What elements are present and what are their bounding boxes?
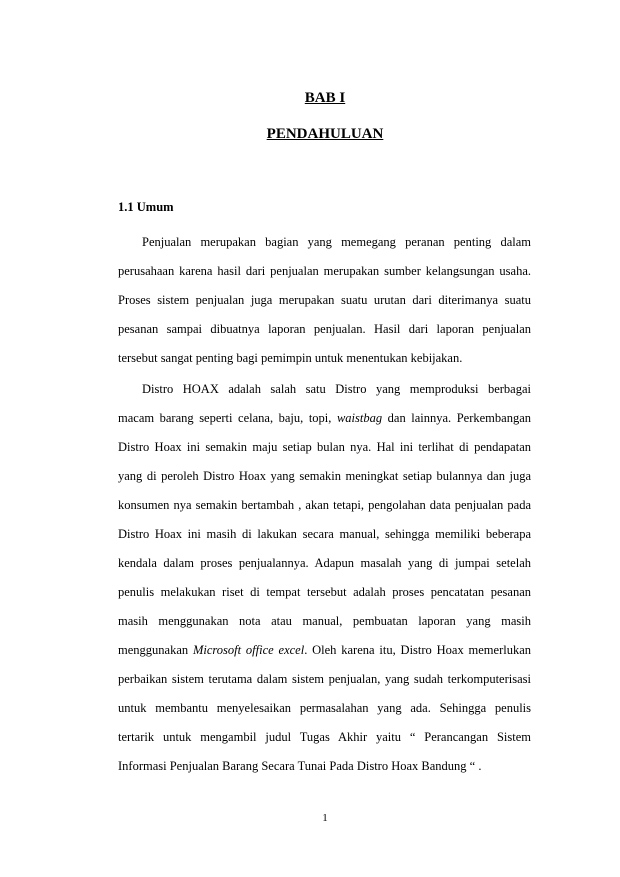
paragraph-1: [118, 228, 531, 373]
paragraph-line: tertarik untuk mengambil judul Tugas Akhir yaitu “ Perancangan Sistem: [118, 730, 531, 744]
paragraph-line: yang di peroleh Distro Hoax yang semakin meningkat setiap bulannya dan juga: [118, 469, 531, 483]
paragraph-line: Penjualan merupakan bagian yang memegang peranan penting dalam: [142, 235, 531, 249]
section-heading: 1.1 Umum: [118, 200, 174, 214]
chapter-label: BAB I: [304, 90, 346, 106]
italic-term: Microsoft office excel: [192, 643, 305, 657]
paragraph-line: Proses sistem penjualan juga merupakan suatu urutan dari diterimanya suatu: [118, 293, 531, 307]
paragraph-line: Informasi Penjualan Barang Secara Tunai Pada Distro Hoax Bandung “ .: [118, 759, 482, 773]
paragraph-line: tersebut sangat penting bagi pemimpin untuk menentukan kebijakan.: [118, 351, 463, 365]
paragraph-line: Distro Hoax ini masih di lakukan secara manual, sehingga memiliki beberapa: [118, 527, 531, 541]
text-run: . Oleh karena itu, Distro Hoax memerlukan: [304, 643, 531, 657]
paragraph-line: perbaikan sistem terutama dalam sistem penjualan, yang sudah terkomputerisasi: [118, 672, 531, 686]
text-run: dan lainnya. Perkembangan: [387, 411, 531, 425]
paragraph-line: Distro HOAX adalah salah satu Distro yang memproduksi berbagai: [142, 382, 531, 396]
paragraph-line: konsumen nya semakin bertambah , akan tetapi, pengolahan data penjualan pada: [118, 498, 531, 512]
italic-term: waistbag: [336, 411, 383, 425]
paragraph-line: [118, 636, 531, 665]
chapter-title: PENDAHULUAN: [266, 126, 384, 142]
text-run: macam barang seperti celana, baju, topi,: [118, 411, 332, 425]
paragraph-line: kendala dalam proses penjualannya. Adapun masalah yang di jumpai setelah: [118, 556, 531, 570]
paragraph-line: masih menggunakan nota atau manual, pembuatan laporan yang masih: [118, 614, 531, 628]
text-run: menggunakan: [118, 643, 189, 657]
paragraph-2: [118, 375, 531, 781]
page-number: 1: [322, 812, 328, 824]
paragraph-line: [118, 404, 531, 433]
paragraph-line: Distro Hoax ini semakin maju setiap bulan nya. Hal ini terlihat di pendapatan: [118, 440, 531, 454]
paragraph-line: pesanan sampai dibuatnya laporan penjualan. Hasil dari laporan penjualan: [118, 322, 531, 336]
paragraph-line: perusahaan karena hasil dari penjualan merupakan sumber kelangsungan usaha.: [118, 264, 531, 278]
paragraph-line: penulis melakukan riset di tempat tersebut adalah proses pencatatan pesanan: [118, 585, 531, 599]
paragraph-line: untuk membantu menyelesaikan permasalahan yang ada. Sehingga penulis: [118, 701, 531, 715]
